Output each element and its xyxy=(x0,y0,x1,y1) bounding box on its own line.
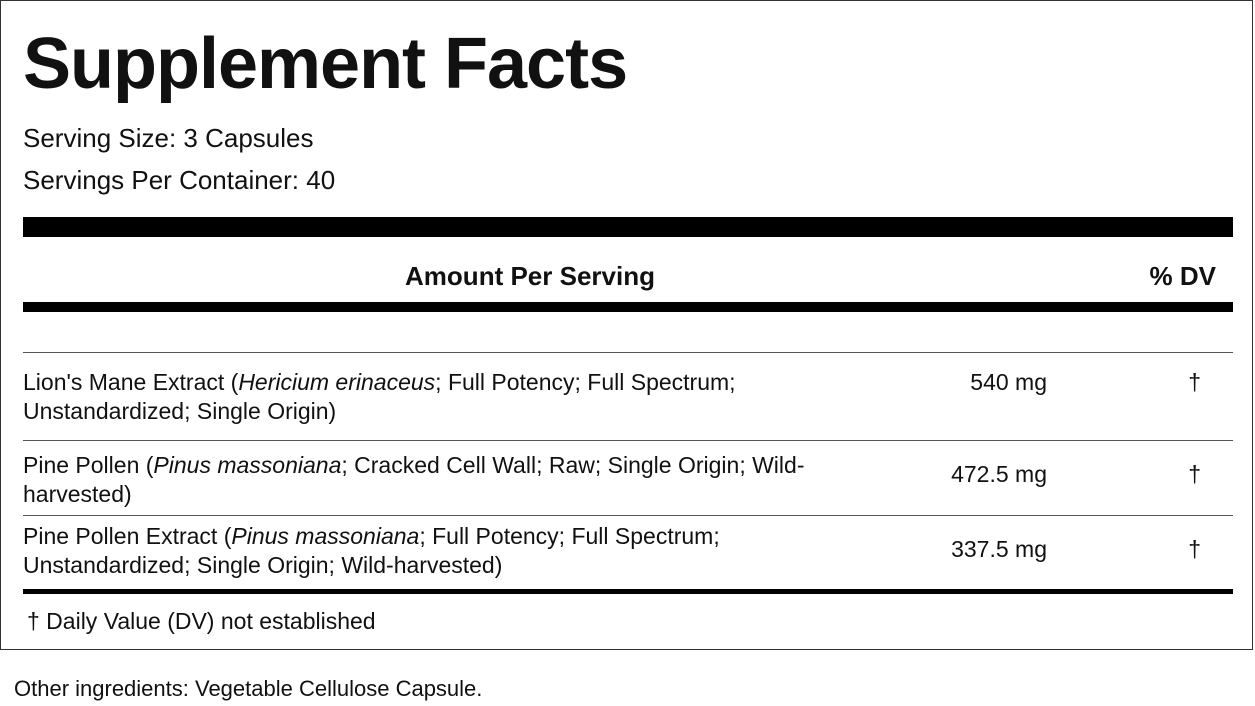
dv-footnote: † Daily Value (DV) not established xyxy=(27,608,376,634)
ingredient-dv: † xyxy=(1188,369,1201,395)
medium-divider xyxy=(23,302,1233,312)
row-divider xyxy=(23,515,1233,516)
bottom-divider xyxy=(23,589,1233,594)
ingredient-name: Pine Pollen Extract (Pinus massoniana; Full Potency; Full Spectrum; Unstandardized; Single Origin; Wild-harvested) xyxy=(23,523,720,578)
amount-per-serving-header: Amount Per Serving xyxy=(405,261,655,291)
other-ingredients: Other ingredients: Vegetable Cellulose Capsule. xyxy=(14,676,483,701)
servings-per-container: Servings Per Container: 40 xyxy=(23,165,336,195)
latin-name: Hericium erinaceus xyxy=(238,369,436,395)
ingredient-name: Lion's Mane Extract (Hericium erinaceus; Full Potency; Full Spectrum; Unstandardized; Single Origin) xyxy=(23,369,736,424)
ingredient-amount: 540 mg xyxy=(970,369,1047,395)
ingredient-dv: † xyxy=(1188,536,1201,562)
latin-name: Pinus massoniana xyxy=(231,523,420,549)
thick-divider xyxy=(23,217,1233,237)
latin-name: Pinus massoniana xyxy=(153,452,342,478)
ingredient-dv: † xyxy=(1188,461,1201,487)
serving-size: Serving Size: 3 Capsules xyxy=(23,123,314,153)
panel-title: Supplement Facts xyxy=(23,24,628,104)
row-divider xyxy=(23,352,1233,353)
ingredient-amount: 337.5 mg xyxy=(951,536,1047,562)
row-divider xyxy=(23,440,1233,441)
daily-value-header: % DV xyxy=(1149,261,1216,291)
ingredient-name: Pine Pollen (Pinus massoniana; Cracked Cell Wall; Raw; Single Origin; Wild-harvested) xyxy=(23,452,805,507)
ingredient-amount: 472.5 mg xyxy=(951,461,1047,487)
